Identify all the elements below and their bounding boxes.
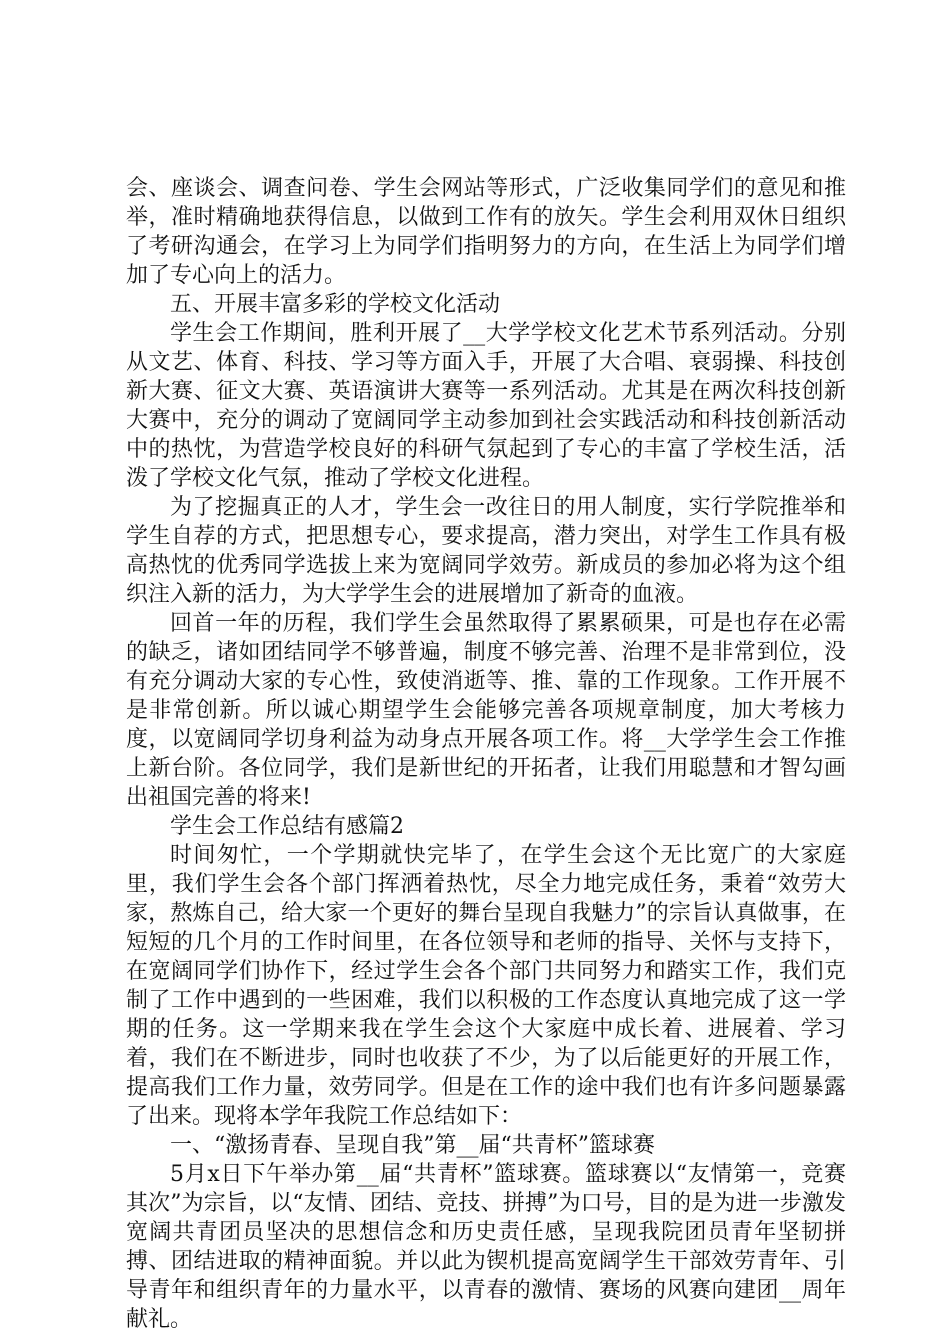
paragraph-continuation: 会、座谈会、调查问卷、学生会网站等形式，广泛收集同学们的意见和推举，准时精确地获得信息，以做到工作有的放矢。学生会利用双休日组织了考研沟通会，在学习上为同学们指明努力的方向，在生活上为同学们增加了专心向上的活力。 — [126, 176, 846, 288]
paragraph-semester-summary: 时间匆忙，一个学期就快完毕了，在学生会这个无比宽广的大家庭里，我们学生会各个部门挥洒着热忱，尽全力地完成任务，秉着“效劳大家，熬炼自己，给大家一个更好的舞台呈现自我魅力”的宗旨认真做事，在短短的几个月的工作时间里，在各位领导和老师的指导、关怀与支持下，在宽阔同学们协作下，经过学生会各个部门共同努力和踏实工作，我们克制了工作中遇到的一些困难，我们以积极的工作态度认真地完成了这一学期的任务。这一学期来我在学生会这个大家庭中成长着、进展着、学习着，我们在不断进步，同时也收获了不少，为了以后能更好的开展工作，提高我们工作力量，效劳同学。但是在工作的途中我们也有许多问题暴露了出来。现将本学年我院工作总结如下： — [126, 843, 846, 1129]
section-heading-basketball: 一、“激扬青春、呈现自我”第__届“共青杯”篮球赛 — [170, 1133, 655, 1158]
paragraph-talent-selection: 为了挖掘真正的人才，学生会一改往日的用人制度，实行学院推举和学生自荐的方式，把思想专心，要求提高，潜力突出，对学生工作具有极高热忱的优秀同学选拔上来为宽阔同学效劳。新成员的参加必将为这个组织注入新的活力，为大学学生会的进展增加了新奇的血液。 — [126, 495, 846, 607]
article-title-part-2: 学生会工作总结有感篇2 — [170, 814, 404, 839]
document-body — [126, 174, 846, 1334]
paragraph-cultural-festival: 学生会工作期间，胜利开展了__大学学校文化艺术节系列活动。分别从文艺、体育、科技、学习等方面入手，开展了大合唱、衰弱操、科技创新大赛、征文大赛、英语演讲大赛等一系列活动。尤其是在两次科技创新大赛中，充分的调动了宽阔同学主动参加到社会实践活动和科技创新活动中的热忱，为营造学校良好的科研气氛起到了专心的丰富了学校生活，活泼了学校文化气氛，推动了学校文化进程。 — [126, 321, 846, 491]
section-heading-activities: 五、开展丰富多彩的学校文化活动 — [170, 292, 501, 317]
paragraph-basketball-game: 5月x日下午举办第__届“共青杯”篮球赛。篮球赛以“友情第一，竞赛其次”为宗旨，以“友情、团结、竞技、拼搏”为口号，目的是为进一步激发宽阔共青团员坚决的思想信念和历史责任感，呈现我院团员青年坚韧拼搏、团结进取的精神面貌。并以此为锲机提高宽阔学生干部效劳青年、引导青年和组织青年的力量水平，以青春的激情、赛场的风赛向建团__周年献礼。 — [126, 1162, 846, 1332]
paragraph-year-review: 回首一年的历程，我们学生会虽然取得了累累硕果，可是也存在必需的缺乏，诸如团结同学不够普遍，制度不够完善、治理不是非常到位，没有充分调动大家的专心性，致使消逝等、推、靠的工作现象。工作开展不是非常创新。所以诚心期望学生会能够完善各项规章制度，加大考核力度，以宽阔同学切身利益为动身点开展各项工作。将__大学学生会工作推上新台阶。各位同学，我们是新世纪的开拓者，让我们用聪慧和才智勾画出祖国完善的将来! — [126, 611, 846, 810]
